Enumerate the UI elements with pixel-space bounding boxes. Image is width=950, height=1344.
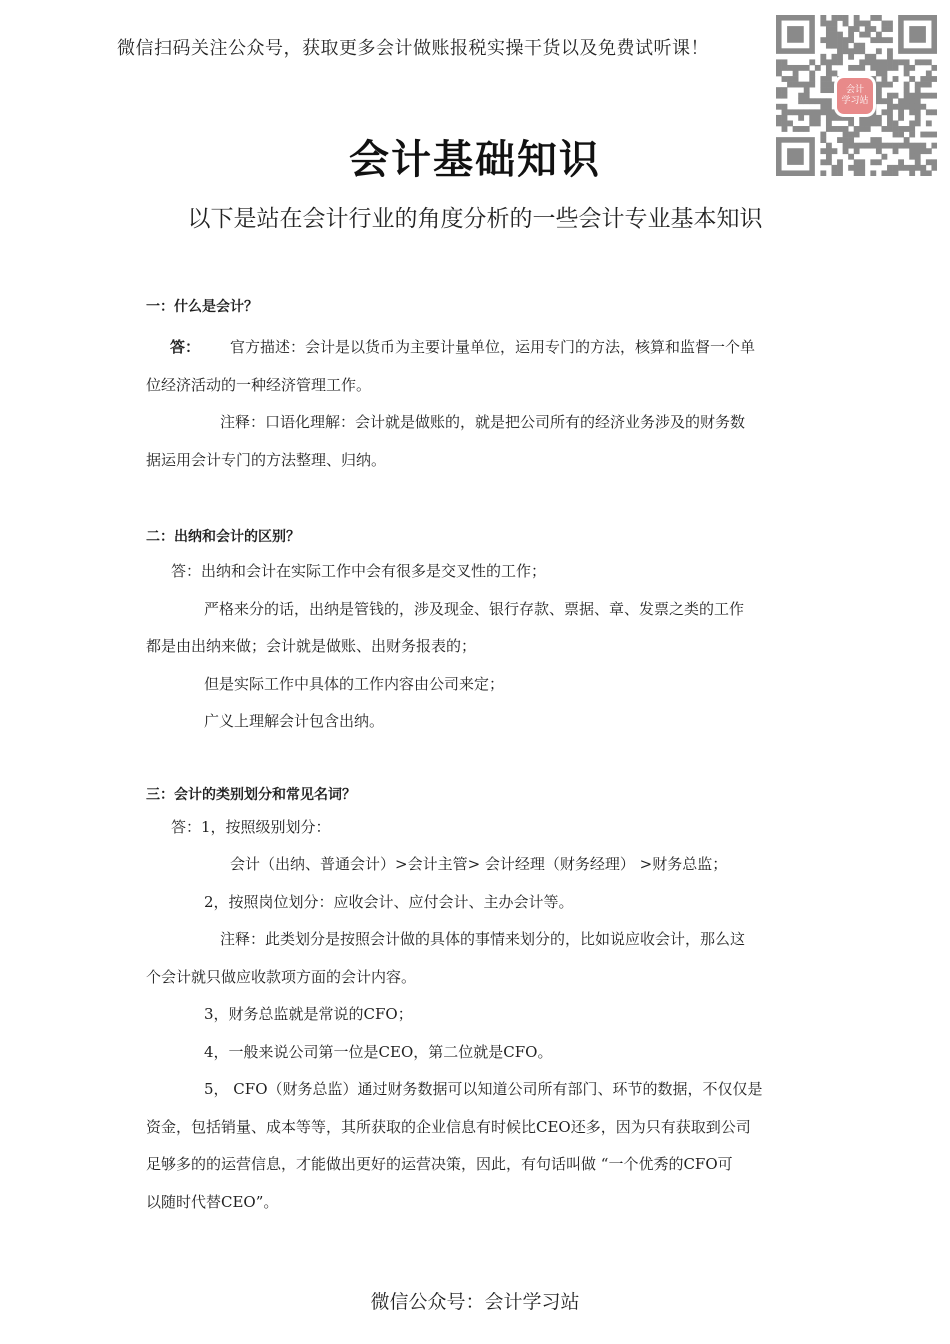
qr-badge-line1: 会计 bbox=[845, 85, 864, 95]
page-title: 会计基础知识 bbox=[349, 137, 601, 183]
note-text-continued: 个会计就只做应收款项方面的会计内容。 bbox=[146, 967, 417, 986]
note-text: 注释：口语化理解：会计就是做账的，就是把公司所有的经济业务涉及的财务数 bbox=[220, 413, 746, 431]
answer-paragraph bbox=[146, 329, 808, 367]
hierarchy-line: 会计（出纳、普通会计）>会计主管> 会计经理（财务经理） >财务总监； bbox=[230, 855, 728, 873]
note-text: 注释：此类划分是按照会计做的具体的事情来划分的，比如说应收会计，那么这 bbox=[220, 930, 746, 948]
paragraph: 答：出纳和会计在实际工作中会有很多是交叉性的工作； bbox=[171, 562, 547, 580]
paragraph: 5， CFO（财务总监）通过财务数据可以知道公司所有部门、环节的数据，不仅仅是 bbox=[204, 1080, 763, 1098]
section-question: 三：会计的类别划分和常见名词？ bbox=[146, 786, 356, 803]
header-banner: 微信扫码关注公众号，获取更多会计做账报税实操干货以及免费试听课！ bbox=[117, 38, 709, 59]
note-text-continued: 据运用会计专门的方法整理、归纳。 bbox=[146, 450, 387, 469]
document-body bbox=[146, 296, 808, 1221]
paragraph-continued: 以随时代替CEO”。 bbox=[146, 1192, 279, 1211]
paragraph: 严格来分的话，出纳是管钱的，涉及现金、银行存款、票据、章、发票之类的工作 bbox=[204, 599, 745, 618]
paragraph: 但是实际工作中具体的工作内容由公司来定； bbox=[204, 674, 505, 693]
paragraph-continued: 足够多的的运营信息，才能做出更好的运营决策，因此，有句话叫做 “一个优秀的CFO可 bbox=[146, 1155, 733, 1173]
section-cashier-vs-accountant bbox=[146, 526, 808, 741]
answer-label: 答： bbox=[170, 338, 201, 356]
paragraph: 2，按照岗位划分：应收会计、应付会计、主办会计等。 bbox=[204, 892, 574, 911]
paragraph-continued: 都是由出纳来做；会计就是做账、出财务报表的； bbox=[146, 637, 477, 655]
paragraph-continued: 资金，包括销量、成本等等，其所获取的企业信息有时候比CEO还多，因为只有获取到公司 bbox=[146, 1117, 751, 1136]
answer-text: 官方描述：会计是以货币为主要计量单位，运用专门的方法，核算和监督一个单 bbox=[230, 338, 756, 356]
qr-badge-line2: 学习站 bbox=[841, 96, 869, 106]
section-question: 二：出纳和会计的区别？ bbox=[146, 529, 300, 545]
answer-text-continued: 位经济活动的一种经济管理工作。 bbox=[146, 375, 372, 394]
paragraph: 3，财务总监就是常说的CFO； bbox=[204, 1005, 413, 1023]
section-what-is-accounting bbox=[146, 296, 808, 479]
paragraph: 广义上理解会计包含出纳。 bbox=[204, 712, 385, 730]
paragraph: 答：1，按照级别划分： bbox=[171, 817, 331, 836]
paragraph: 4，一般来说公司第一位是CEO，第二位就是CFO。 bbox=[204, 1042, 553, 1061]
page-subtitle: 以下是站在会计行业的角度分析的一些会计专业基本知识 bbox=[187, 206, 763, 232]
qr-logo-badge bbox=[837, 78, 873, 114]
footer-text: 微信公众号：会计学习站 bbox=[370, 1291, 580, 1313]
section-accounting-categories bbox=[146, 784, 808, 1222]
section-question: 一：什么是会计？ bbox=[146, 299, 258, 315]
